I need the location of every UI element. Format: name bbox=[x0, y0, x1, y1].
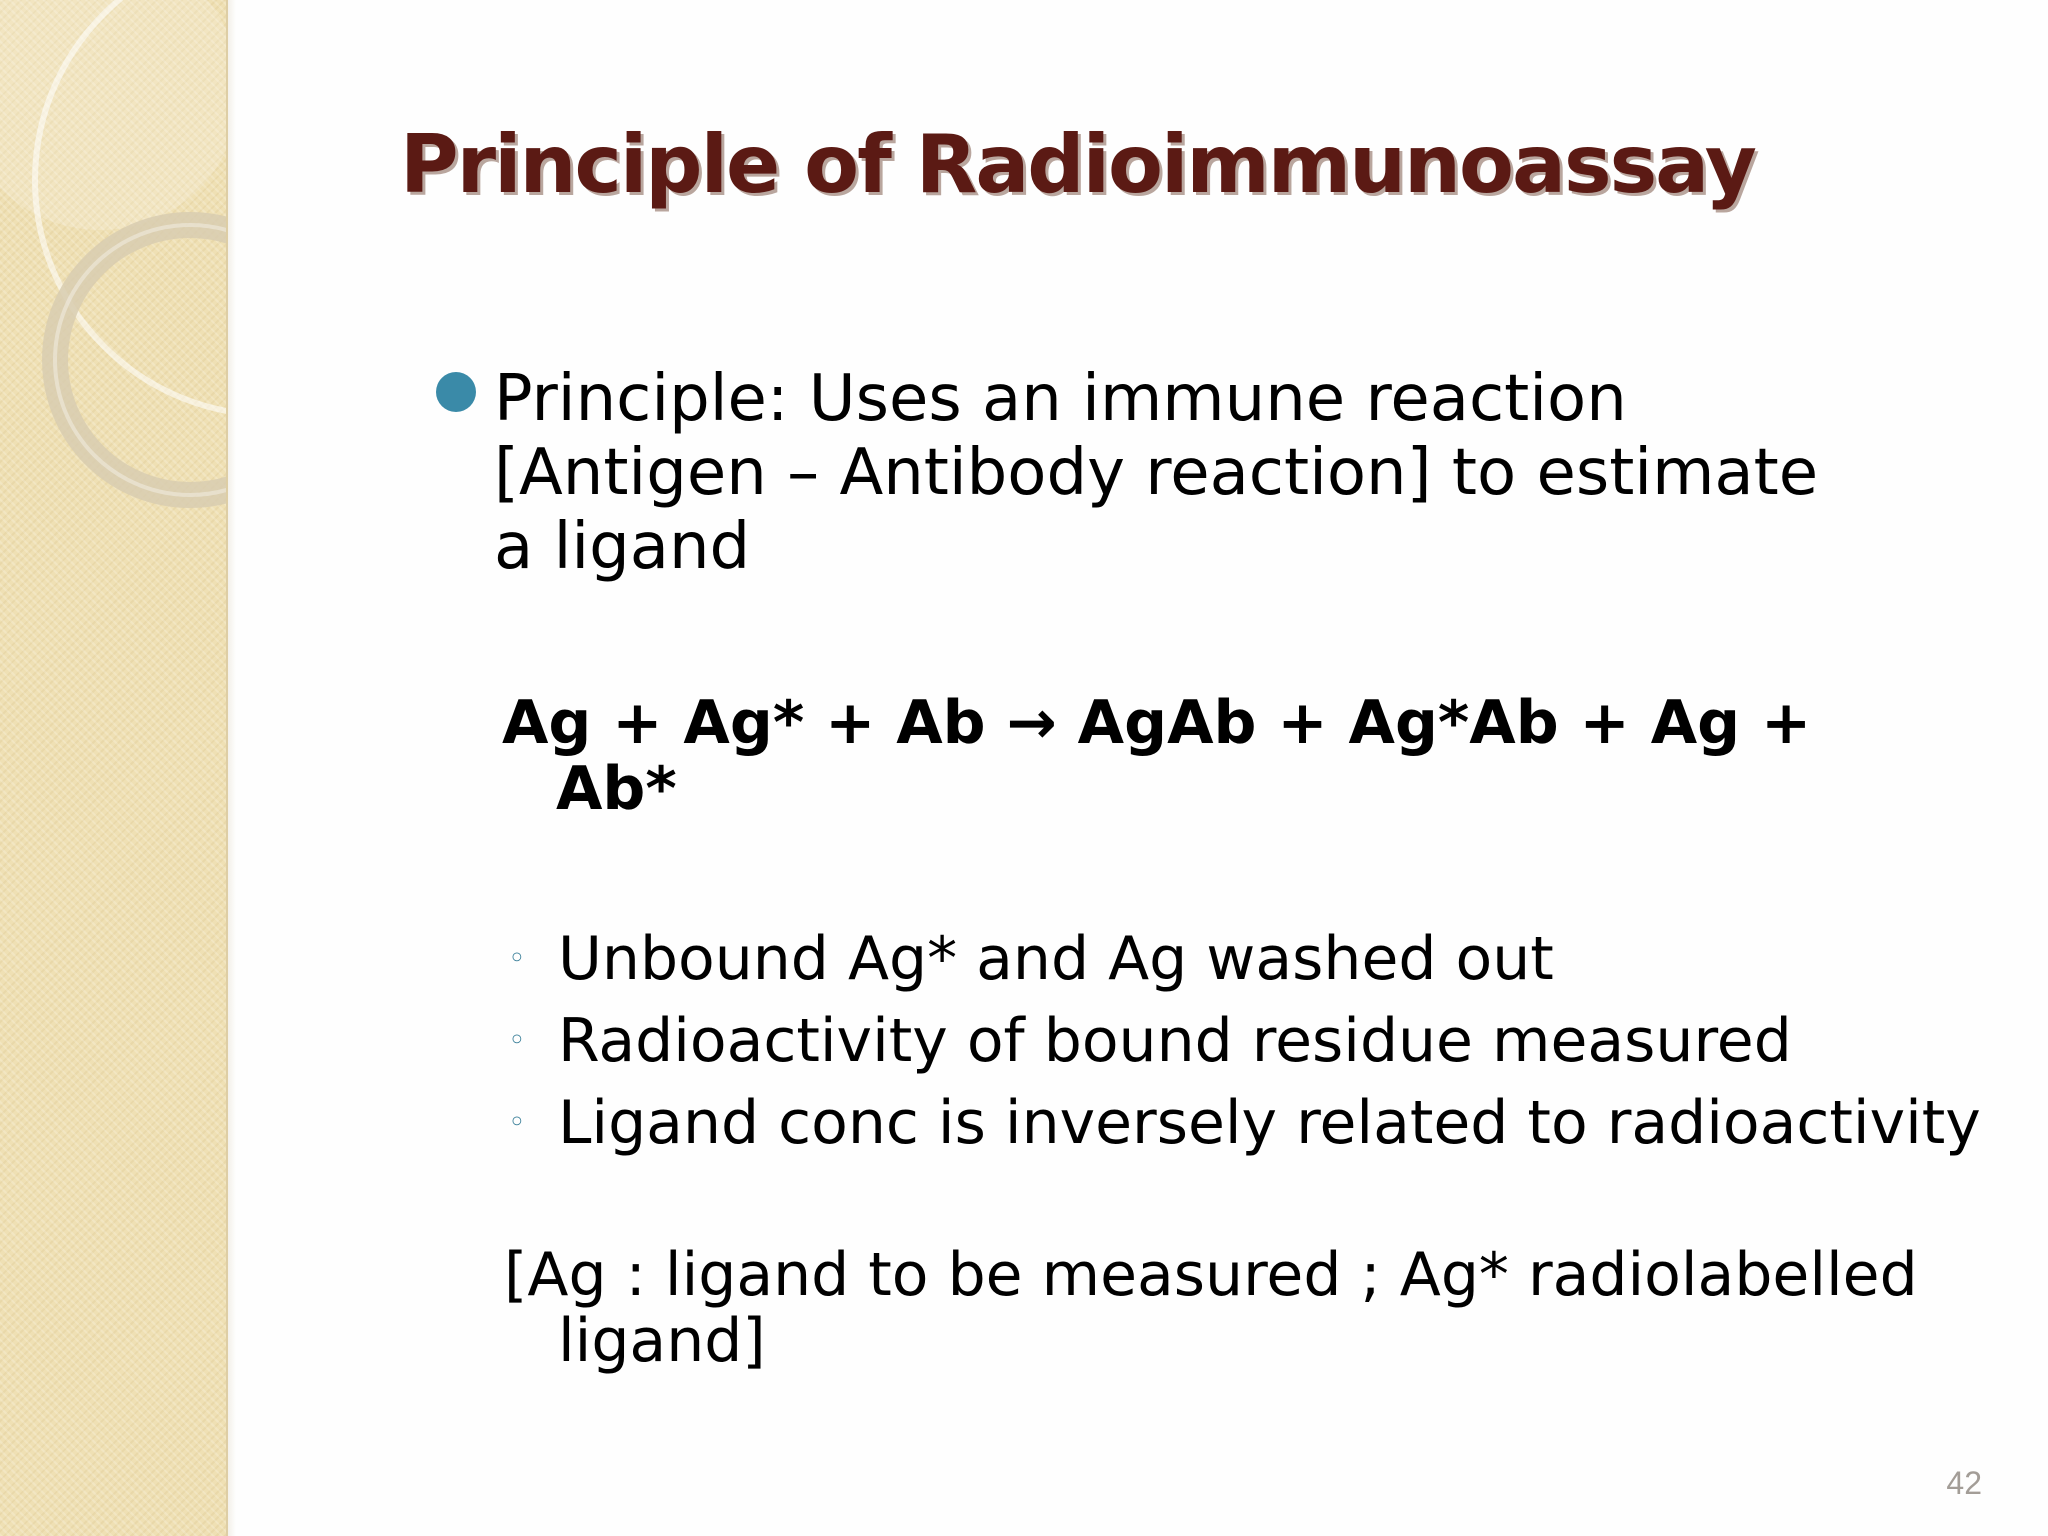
sub-bullet-text: Unbound Ag* and Ag washed out bbox=[558, 924, 1554, 994]
sub-bullet-text: Ligand conc is inversely related to radioactivity bbox=[558, 1088, 1981, 1158]
bullet-dot-icon bbox=[436, 372, 476, 412]
hollow-circle-bullet-icon: ◦ bbox=[508, 941, 526, 976]
main-bullet-text: Principle: Uses an immune reaction [Antigen – Antibody reaction] to estimate a ligand bbox=[494, 362, 1819, 584]
hollow-circle-bullet-icon: ◦ bbox=[508, 1105, 526, 1140]
footnote: [Ag : ligand to be measured ; Ag* radiolabelled ligand] bbox=[504, 1240, 1918, 1376]
sub-bullet-item bbox=[500, 1082, 1981, 1164]
sub-bullet-text: Radioactivity of bound residue measured bbox=[558, 1006, 1792, 1076]
sidebar-edge-shadow bbox=[226, 0, 236, 1536]
sub-bullet-item bbox=[500, 918, 1981, 1000]
page-number: 42 bbox=[1946, 1465, 1982, 1501]
sub-bullet-item bbox=[500, 1000, 1981, 1082]
decorative-circles bbox=[0, 0, 228, 620]
decorative-sidebar bbox=[0, 0, 228, 1536]
hollow-circle-bullet-icon: ◦ bbox=[508, 1023, 526, 1058]
slide-title: Principle of Radioimmunoassay bbox=[400, 118, 1755, 211]
reaction-equation: Ag + Ag* + Ab → AgAb + Ag*Ab + Ag + Ab* bbox=[502, 688, 1812, 824]
sub-bullet-list bbox=[500, 918, 1981, 1164]
